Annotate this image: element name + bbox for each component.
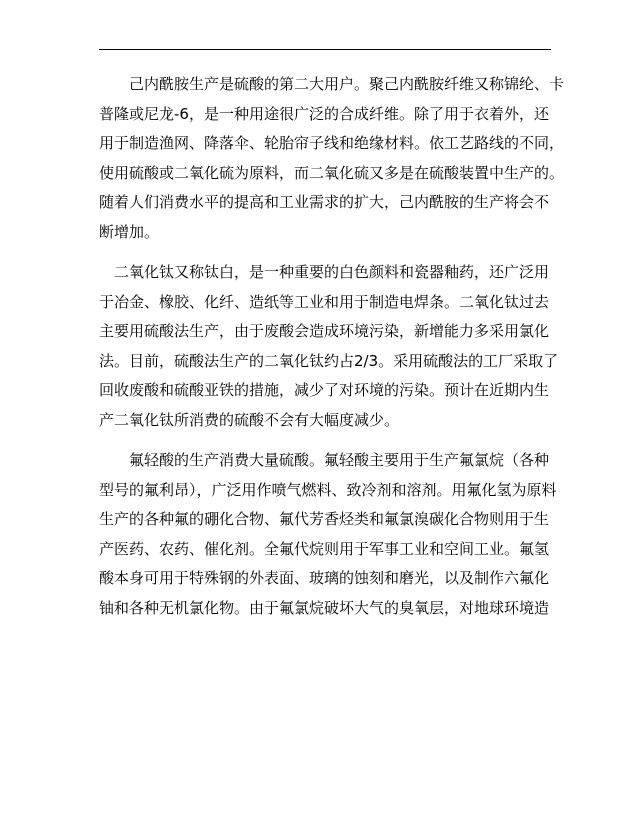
text-line: 断增加。: [99, 222, 160, 241]
text-line: 酸本身可用于特殊钢的外表面、玻璃的蚀刻和磨光，以及制作六氟化: [99, 569, 550, 587]
text-line: 于冶金、橡胶、化纤、造纸等工业和用于制造电焊条。二氧化钛过去: [99, 292, 550, 311]
text-line: 法。目前，硫酸法生产的二氧化钛约占2/3。采用硫酸法的工厂采取了: [99, 351, 559, 370]
text-line: 铀和各种无机氯化物。由于氟氯烷破坏大气的臭氧层，对地球环境造: [99, 598, 550, 617]
text-line: 型号的氟利昂），广泛用作喷气燃料、致冷剂和溶剂。用氟化氢为原料: [99, 480, 557, 499]
paragraph-titanium-dioxide: [99, 258, 559, 435]
text-line: 二氧化钛又称钛白，是一种重要的白色颜料和瓷器釉药，还广泛用: [99, 263, 550, 281]
text-line: 回收废酸和硫酸亚铁的措施，减少了对环境的污染。预计在近期内生: [99, 381, 550, 399]
paragraph-caprolactam: [99, 70, 565, 247]
text-line: 产医药、农药、催化剂。全氟代烷则用于军事工业和空间工业。氟氢: [99, 539, 550, 558]
text-line: 生产的各种氟的硼化合物、氟代芳香烃类和氟氯溴碳化合物则用于生: [99, 510, 550, 528]
document-body: [99, 70, 565, 623]
text-line: 己内酰胺生产是硫酸的第二大用户。聚己内酰胺纤维又称锦纶、卡: [99, 75, 565, 93]
header-rule: [99, 49, 551, 50]
text-line: 主要用硫酸法生产，由于废酸会造成环境污染，新增能力多采用氯化: [99, 322, 550, 340]
text-line: 产二氧化钛所消费的硫酸不会有大幅度减少。: [99, 410, 400, 429]
text-line: 使用硫酸或二氧化硫为原料，而二氧化硫又多是在硫酸装置中生产的。: [99, 163, 565, 182]
text-line: 用于制造渔网、降落伞、轮胎帘子线和绝缘材料。依工艺路线的不同，: [99, 134, 565, 152]
text-line: 随着人们消费水平的提高和工业需求的扩大，己内酰胺的生产将会不: [99, 193, 550, 211]
text-line: 普隆或尼龙-6，是一种用途很广泛的合成纤维。除了用于衣着外，还: [99, 104, 549, 123]
paragraph-hydrofluoric-acid: [99, 446, 557, 623]
text-line: 氟轻酸的生产消费大量硫酸。氟轻酸主要用于生产氟氯烷（各种: [99, 451, 550, 469]
